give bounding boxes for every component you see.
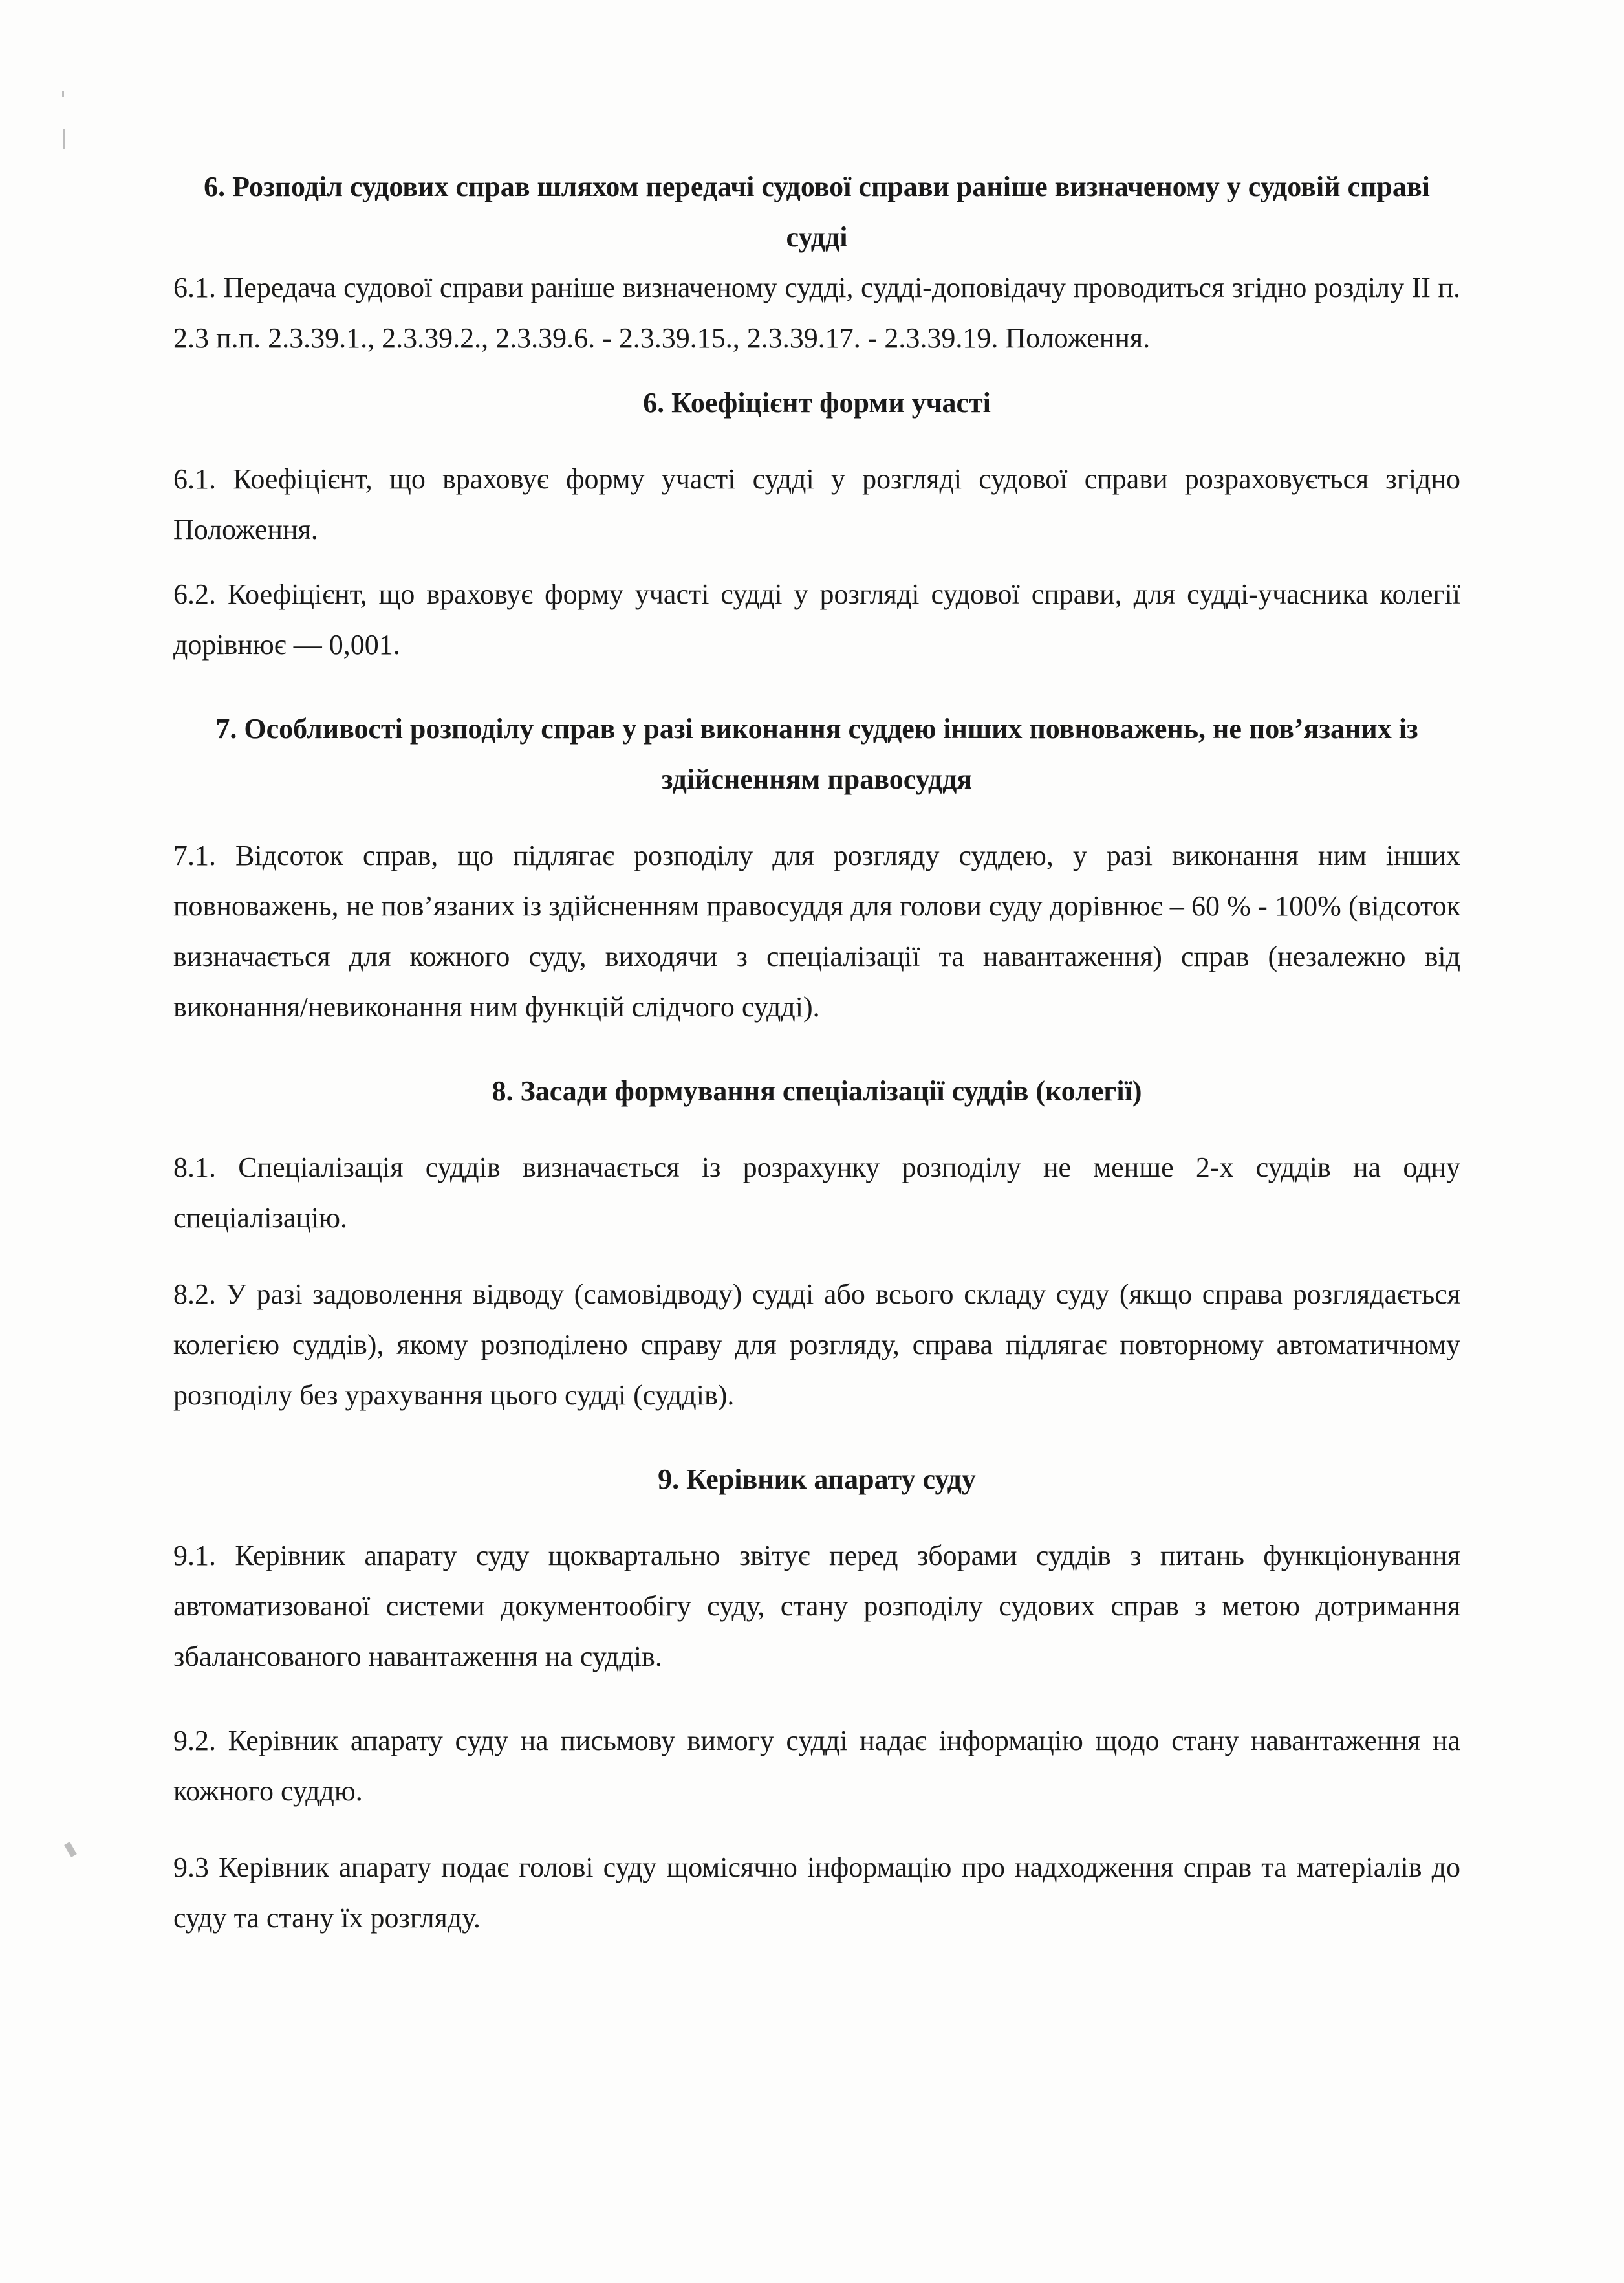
section-heading: 9. Керівник апарату суду [658, 1463, 976, 1495]
section-heading: 6. Коефіцієнт форми участі [643, 387, 991, 419]
scan-mark [63, 129, 65, 149]
paragraph: 8.1. Спеціалізація суддів визначається із розрахунку розподілу не менше 2-х суддів на одну спеціалізацію. [173, 1152, 1460, 1234]
section-heading: 6. Розподіл судових справ шляхом передачі судової справи раніше визначеному у судовій справі судді [204, 171, 1430, 253]
section-coefficient [173, 378, 1460, 670]
section-heading: 8. Засади формування спеціалізації суддів (колегії) [492, 1075, 1142, 1107]
scan-mark [62, 91, 64, 97]
paragraph: 8.2. У разі задоволення відводу (самовідводу) судді або всього складу суду (якщо справа розглядається колегією суддів), якому розподілено справу для розгляду, справа підлягає повторному автоматичному розподілу без урахування цього судді (суддів). [173, 1278, 1460, 1411]
scan-mark [64, 1842, 77, 1857]
paragraph: 6.2. Коефіцієнт, що враховує форму участі судді у розгляді судової справи, для судді-учасника колегії дорівнює — 0,001. [173, 578, 1460, 661]
section-specialization [173, 1066, 1460, 1421]
section-distribution [173, 162, 1460, 364]
paragraph: 9.1. Керівник апарату суду щоквартально звітує перед зборами суддів з питань функціонування автоматизованої системи документообігу суду, стану розподілу судових справ з метою дотримання збалансованого навантаження на суддів. [173, 1540, 1460, 1672]
section-other-powers [173, 704, 1460, 1032]
paragraph: 9.2. Керівник апарату суду на письмову вимогу судді надає інформацію щодо стану навантаження на кожного суддю. [173, 1725, 1460, 1807]
section-court-staff-head [173, 1454, 1460, 1943]
paragraph: 9.3 Керівник апарату подає голові суду щомісячно інформацію про надходження справ та матеріалів до суду та стану їх розгляду. [173, 1852, 1460, 1934]
section-heading: 7. Особливості розподілу справ у разі виконання суддею інших повноважень, не пов’язаних із здійсненням правосуддя [215, 713, 1418, 795]
paragraph: 6.1. Коефіцієнт, що враховує форму участі судді у розгляді судової справи розраховується згідно Положення. [173, 463, 1460, 545]
paragraph: 6.1. Передача судової справи раніше визначеному судді, судді-доповідачу проводиться згідно розділу ІІ п. 2.3 п.п. 2.3.39.1., 2.3.39.2., 2.3.39.6. - 2.3.39.15., 2.3.39.17. - 2.3.39.19. Положення. [173, 272, 1460, 354]
paragraph: 7.1. Відсоток справ, що підлягає розподілу для розгляду суддею, у разі виконання ним інших повноважень, не пов’язаних із здійсненням правосуддя для голови суду дорівнює – 60 % - 100% (відсоток визначається для кожного суду, виходячи з спеціалізації та навантаження) справ (незалежно від виконання/невиконання ним функцій слідчого судді). [173, 840, 1460, 1023]
document-body [173, 162, 1460, 1943]
